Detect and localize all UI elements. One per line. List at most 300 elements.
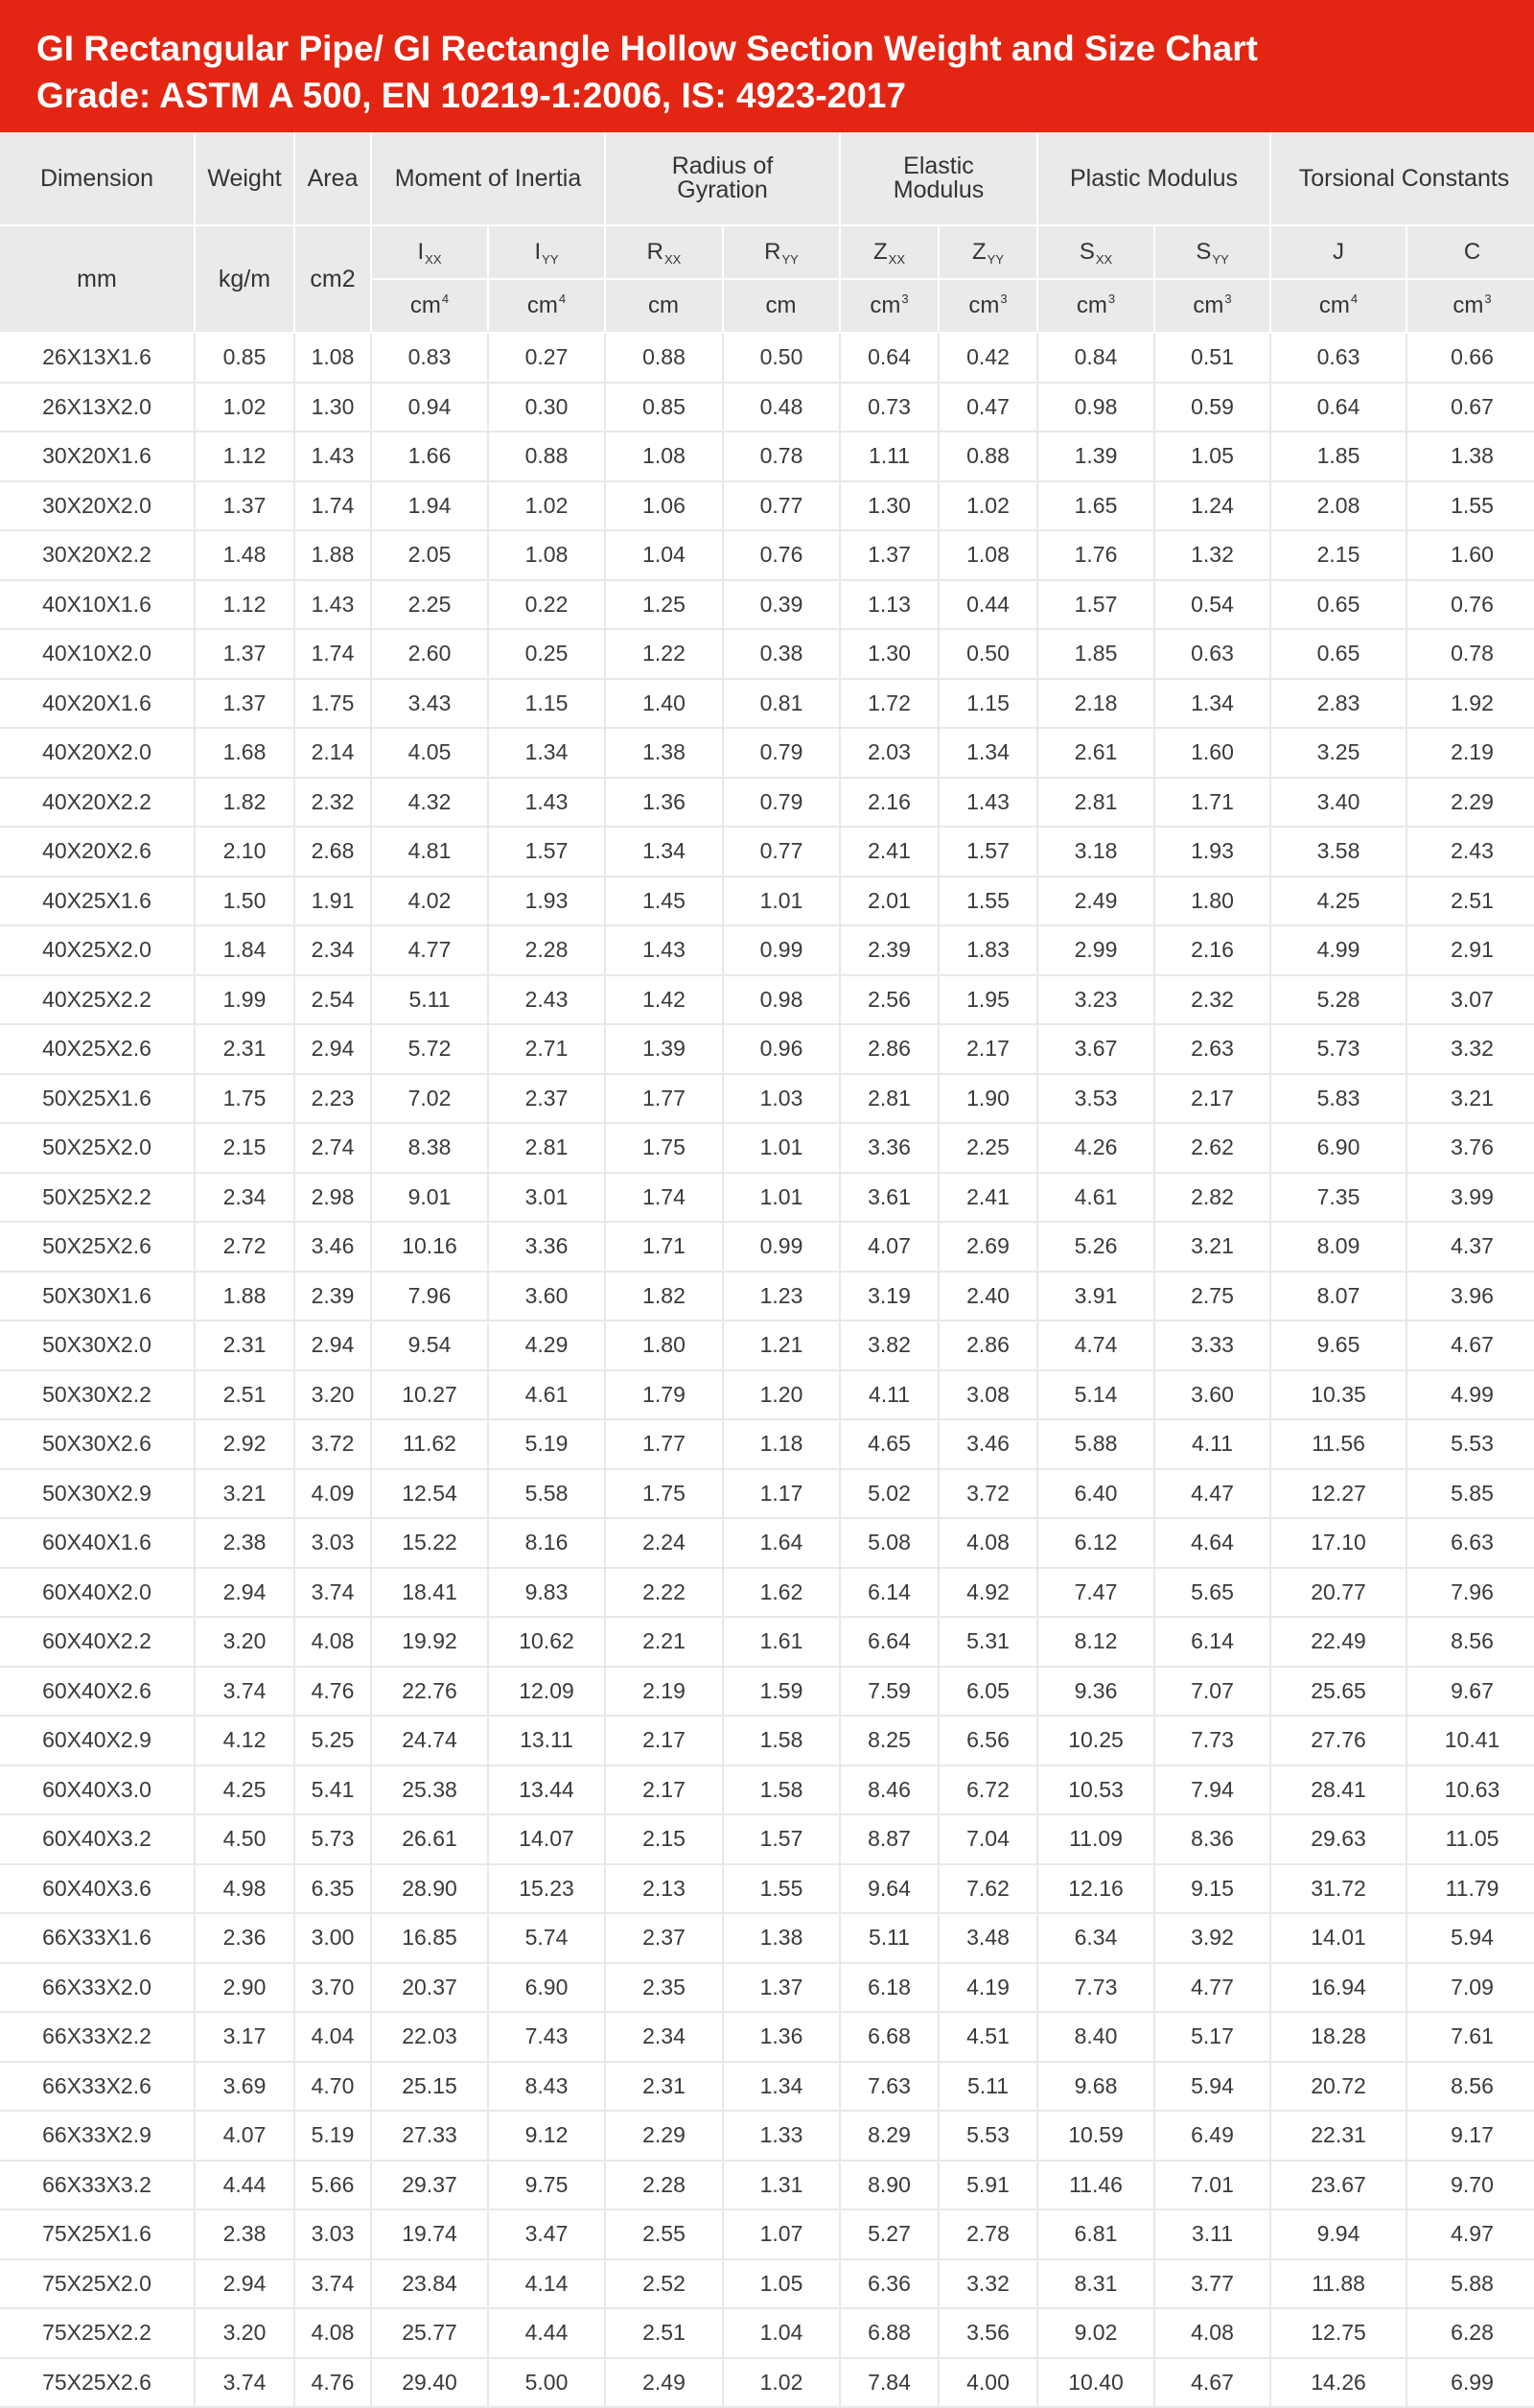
value-cell: 7.96 bbox=[1406, 1568, 1534, 1618]
value-cell: 8.87 bbox=[840, 1814, 939, 1864]
table-row bbox=[0, 2259, 1534, 2309]
value-cell: 1.77 bbox=[605, 1419, 723, 1469]
value-cell: 1.80 bbox=[1154, 877, 1270, 926]
value-cell: 11.09 bbox=[1037, 1814, 1154, 1864]
value-cell: 2.60 bbox=[371, 629, 488, 679]
value-cell: 5.11 bbox=[840, 1913, 939, 1963]
table-row bbox=[0, 432, 1534, 481]
value-cell: 2.34 bbox=[605, 2012, 723, 2062]
dimension-cell: 60X40X3.0 bbox=[0, 1765, 195, 1815]
value-cell: 8.09 bbox=[1270, 1222, 1406, 1272]
value-cell: 1.85 bbox=[1037, 629, 1154, 679]
dimension-cell: 66X33X2.6 bbox=[0, 2062, 195, 2112]
value-cell: 2.56 bbox=[840, 975, 939, 1025]
value-cell: 2.08 bbox=[1270, 481, 1406, 531]
value-cell: 0.50 bbox=[723, 333, 840, 383]
value-cell: 5.58 bbox=[488, 1469, 605, 1519]
table-row bbox=[0, 975, 1534, 1025]
value-cell: 1.71 bbox=[1154, 778, 1270, 828]
value-cell: 1.38 bbox=[605, 728, 723, 778]
value-cell: 7.09 bbox=[1406, 1963, 1534, 2013]
value-cell: 3.74 bbox=[294, 2259, 371, 2309]
value-cell: 1.34 bbox=[1154, 679, 1270, 729]
value-cell: 1.04 bbox=[605, 530, 723, 580]
value-cell: 2.41 bbox=[939, 1173, 1037, 1223]
page-title: GI Rectangular Pipe/ GI Rectangle Hollow Section Weight and Size Chart bbox=[36, 29, 1258, 68]
value-cell: 3.48 bbox=[939, 1913, 1037, 1963]
value-cell: 1.82 bbox=[195, 778, 294, 828]
value-cell: 0.88 bbox=[605, 333, 723, 383]
value-cell: 10.25 bbox=[1037, 1716, 1154, 1765]
value-cell: 2.15 bbox=[1270, 530, 1406, 580]
value-cell: 5.14 bbox=[1037, 1370, 1154, 1420]
col-j: J bbox=[1270, 225, 1406, 279]
table-row bbox=[0, 2209, 1534, 2259]
dimension-cell: 60X40X2.2 bbox=[0, 1617, 195, 1667]
value-cell: 0.47 bbox=[939, 383, 1037, 433]
value-cell: 15.22 bbox=[371, 1518, 488, 1568]
value-cell: 1.55 bbox=[1406, 481, 1534, 531]
unit-cell: $cm^3$ bbox=[1037, 279, 1154, 333]
value-cell: 1.66 bbox=[371, 432, 488, 481]
table-row bbox=[0, 1123, 1534, 1173]
value-cell: 23.67 bbox=[1270, 2161, 1406, 2210]
value-cell: 0.22 bbox=[488, 580, 605, 630]
value-cell: 2.34 bbox=[195, 1173, 294, 1223]
unit-cell: $cm^4$ bbox=[1270, 279, 1406, 333]
unit-cell: $cm^4$ bbox=[371, 279, 488, 333]
value-cell: 5.17 bbox=[1154, 2012, 1270, 2062]
dimension-cell: 50X30X2.2 bbox=[0, 1370, 195, 1420]
unit-kgm: kg/m bbox=[195, 225, 294, 333]
value-cell: 4.04 bbox=[294, 2012, 371, 2062]
value-cell: 2.94 bbox=[294, 1024, 371, 1074]
value-cell: 14.26 bbox=[1270, 2358, 1406, 2408]
value-cell: 9.12 bbox=[488, 2111, 605, 2161]
value-cell: 0.39 bbox=[723, 580, 840, 630]
value-cell: 1.79 bbox=[605, 1370, 723, 1420]
value-cell: 3.47 bbox=[488, 2209, 605, 2259]
value-cell: 4.09 bbox=[294, 1469, 371, 1519]
value-cell: 1.37 bbox=[723, 1963, 840, 2013]
value-cell: 1.31 bbox=[723, 2161, 840, 2210]
value-cell: 3.40 bbox=[1270, 778, 1406, 828]
value-cell: 1.39 bbox=[1037, 432, 1154, 481]
value-cell: 4.25 bbox=[1270, 877, 1406, 926]
value-cell: 26.61 bbox=[371, 1814, 488, 1864]
value-cell: 2.86 bbox=[840, 1024, 939, 1074]
value-cell: 0.38 bbox=[723, 629, 840, 679]
value-cell: 7.43 bbox=[488, 2012, 605, 2062]
col-group-moment-of-inertia: Moment of Inertia bbox=[371, 132, 605, 225]
value-cell: 5.11 bbox=[371, 975, 488, 1025]
value-cell: 6.56 bbox=[939, 1716, 1037, 1765]
value-cell: 0.65 bbox=[1270, 629, 1406, 679]
value-cell: 11.56 bbox=[1270, 1419, 1406, 1469]
dimension-cell: 40X25X2.2 bbox=[0, 975, 195, 1025]
value-cell: 3.46 bbox=[294, 1222, 371, 1272]
value-cell: 1.02 bbox=[723, 2358, 840, 2408]
value-cell: 2.32 bbox=[294, 778, 371, 828]
value-cell: 20.72 bbox=[1270, 2062, 1406, 2112]
value-cell: 0.76 bbox=[723, 530, 840, 580]
value-cell: 1.01 bbox=[723, 1123, 840, 1173]
value-cell: 20.37 bbox=[371, 1963, 488, 2013]
value-cell: 1.94 bbox=[371, 481, 488, 531]
title-banner bbox=[0, 0, 1534, 132]
value-cell: 4.92 bbox=[939, 1568, 1037, 1618]
value-cell: 3.21 bbox=[1406, 1074, 1534, 1124]
value-cell: 1.02 bbox=[488, 481, 605, 531]
value-cell: 0.81 bbox=[723, 679, 840, 729]
value-cell: 22.76 bbox=[371, 1667, 488, 1717]
value-cell: 5.72 bbox=[371, 1024, 488, 1074]
value-cell: 1.83 bbox=[939, 925, 1037, 975]
value-cell: 1.03 bbox=[723, 1074, 840, 1124]
table-row bbox=[0, 1913, 1534, 1963]
dimension-cell: 60X40X2.0 bbox=[0, 1568, 195, 1618]
table-row bbox=[0, 629, 1534, 679]
table-row bbox=[0, 481, 1534, 531]
value-cell: 0.42 bbox=[939, 333, 1037, 383]
table-row bbox=[0, 728, 1534, 778]
unit-cell: cm bbox=[723, 279, 840, 333]
value-cell: 2.35 bbox=[605, 1963, 723, 2013]
value-cell: 6.64 bbox=[840, 1617, 939, 1667]
value-cell: 5.02 bbox=[840, 1469, 939, 1519]
value-cell: 2.94 bbox=[195, 2259, 294, 2309]
value-cell: 0.98 bbox=[723, 975, 840, 1025]
value-cell: 2.17 bbox=[1154, 1074, 1270, 1124]
value-cell: 5.74 bbox=[488, 1913, 605, 1963]
value-cell: 7.35 bbox=[1270, 1173, 1406, 1223]
value-cell: 2.49 bbox=[1037, 877, 1154, 926]
value-cell: 1.64 bbox=[723, 1518, 840, 1568]
value-cell: 2.61 bbox=[1037, 728, 1154, 778]
value-cell: 0.25 bbox=[488, 629, 605, 679]
value-cell: 29.63 bbox=[1270, 1814, 1406, 1864]
unit-cm2: cm2 bbox=[294, 225, 371, 333]
value-cell: 10.16 bbox=[371, 1222, 488, 1272]
value-cell: 2.24 bbox=[605, 1518, 723, 1568]
value-cell: 6.18 bbox=[840, 1963, 939, 2013]
dimension-cell: 26X13X2.0 bbox=[0, 383, 195, 433]
value-cell: 2.28 bbox=[605, 2161, 723, 2210]
value-cell: 3.25 bbox=[1270, 728, 1406, 778]
value-cell: 5.08 bbox=[840, 1518, 939, 1568]
col-group-dimension: Dimension bbox=[0, 132, 195, 225]
value-cell: 1.99 bbox=[195, 975, 294, 1025]
value-cell: 8.40 bbox=[1037, 2012, 1154, 2062]
dimension-cell: 40X20X2.6 bbox=[0, 827, 195, 877]
value-cell: 2.51 bbox=[605, 2308, 723, 2358]
value-cell: 12.09 bbox=[488, 1667, 605, 1717]
value-cell: 3.20 bbox=[195, 1617, 294, 1667]
value-cell: 1.34 bbox=[723, 2062, 840, 2112]
value-cell: 6.72 bbox=[939, 1765, 1037, 1815]
value-cell: 4.67 bbox=[1154, 2358, 1270, 2408]
table-row bbox=[0, 2012, 1534, 2062]
value-cell: 9.36 bbox=[1037, 1667, 1154, 1717]
value-cell: 0.48 bbox=[723, 383, 840, 433]
table-row bbox=[0, 1469, 1534, 1519]
value-cell: 4.99 bbox=[1406, 1370, 1534, 1420]
value-cell: 0.65 bbox=[1270, 580, 1406, 630]
value-cell: 2.55 bbox=[605, 2209, 723, 2259]
value-cell: 1.43 bbox=[294, 580, 371, 630]
value-cell: 4.61 bbox=[488, 1370, 605, 1420]
value-cell: 0.63 bbox=[1154, 629, 1270, 679]
value-cell: 6.34 bbox=[1037, 1913, 1154, 1963]
value-cell: 6.28 bbox=[1406, 2308, 1534, 2358]
value-cell: 22.49 bbox=[1270, 1617, 1406, 1667]
value-cell: 2.19 bbox=[1406, 728, 1534, 778]
value-cell: 1.02 bbox=[939, 481, 1037, 531]
table-row bbox=[0, 333, 1534, 383]
value-cell: 3.99 bbox=[1406, 1173, 1534, 1223]
value-cell: 6.14 bbox=[1154, 1617, 1270, 1667]
value-cell: 7.47 bbox=[1037, 1568, 1154, 1618]
value-cell: 9.17 bbox=[1406, 2111, 1534, 2161]
value-cell: 9.83 bbox=[488, 1568, 605, 1618]
value-cell: 2.29 bbox=[1406, 778, 1534, 828]
value-cell: 24.74 bbox=[371, 1716, 488, 1765]
value-cell: 5.28 bbox=[1270, 975, 1406, 1025]
value-cell: 1.39 bbox=[605, 1024, 723, 1074]
value-cell: 4.11 bbox=[840, 1370, 939, 1420]
value-cell: 2.99 bbox=[1037, 925, 1154, 975]
value-cell: 1.75 bbox=[195, 1074, 294, 1124]
value-cell: 1.75 bbox=[605, 1469, 723, 1519]
value-cell: 25.38 bbox=[371, 1765, 488, 1815]
value-cell: 3.08 bbox=[939, 1370, 1037, 1420]
value-cell: 3.82 bbox=[840, 1321, 939, 1370]
value-cell: 7.73 bbox=[1037, 1963, 1154, 2013]
value-cell: 0.44 bbox=[939, 580, 1037, 630]
value-cell: 2.94 bbox=[195, 1568, 294, 1618]
value-cell: 1.75 bbox=[605, 1123, 723, 1173]
value-cell: 2.31 bbox=[195, 1321, 294, 1370]
value-cell: 0.78 bbox=[723, 432, 840, 481]
value-cell: 2.22 bbox=[605, 1568, 723, 1618]
value-cell: 1.68 bbox=[195, 728, 294, 778]
value-cell: 1.02 bbox=[195, 383, 294, 433]
value-cell: 0.66 bbox=[1406, 333, 1534, 383]
value-cell: 4.81 bbox=[371, 827, 488, 877]
value-cell: 5.94 bbox=[1154, 2062, 1270, 2112]
table-row bbox=[0, 1617, 1534, 1667]
value-cell: 2.36 bbox=[195, 1913, 294, 1963]
dimension-cell: 60X40X1.6 bbox=[0, 1518, 195, 1568]
col-ryy: $R_{YY}$ bbox=[723, 225, 840, 279]
value-cell: 4.67 bbox=[1406, 1321, 1534, 1370]
value-cell: 1.23 bbox=[723, 1272, 840, 1321]
col-rxx: $R_{XX}$ bbox=[605, 225, 723, 279]
col-sxx: $S_{XX}$ bbox=[1037, 225, 1154, 279]
value-cell: 1.06 bbox=[605, 481, 723, 531]
table-row bbox=[0, 2111, 1534, 2161]
value-cell: 0.64 bbox=[840, 333, 939, 383]
value-cell: 0.63 bbox=[1270, 333, 1406, 383]
value-cell: 1.11 bbox=[840, 432, 939, 481]
col-zyy: $Z_{YY}$ bbox=[939, 225, 1037, 279]
value-cell: 10.41 bbox=[1406, 1716, 1534, 1765]
value-cell: 4.77 bbox=[1154, 1963, 1270, 2013]
dimension-cell: 50X30X2.0 bbox=[0, 1321, 195, 1370]
value-cell: 2.19 bbox=[605, 1667, 723, 1717]
value-cell: 1.05 bbox=[723, 2259, 840, 2309]
dimension-cell: 66X33X2.9 bbox=[0, 2111, 195, 2161]
value-cell: 5.83 bbox=[1270, 1074, 1406, 1124]
value-cell: 4.08 bbox=[294, 2308, 371, 2358]
dimension-cell: 66X33X1.6 bbox=[0, 1913, 195, 1963]
value-cell: 8.46 bbox=[840, 1765, 939, 1815]
value-cell: 25.77 bbox=[371, 2308, 488, 2358]
value-cell: 9.70 bbox=[1406, 2161, 1534, 2210]
value-cell: 5.53 bbox=[939, 2111, 1037, 2161]
value-cell: 15.23 bbox=[488, 1864, 605, 1914]
value-cell: 1.93 bbox=[488, 877, 605, 926]
dimension-cell: 50X30X2.9 bbox=[0, 1469, 195, 1519]
value-cell: 6.90 bbox=[1270, 1123, 1406, 1173]
value-cell: 1.34 bbox=[605, 827, 723, 877]
value-cell: 2.39 bbox=[294, 1272, 371, 1321]
value-cell: 3.33 bbox=[1154, 1321, 1270, 1370]
table-row bbox=[0, 2308, 1534, 2358]
value-cell: 3.61 bbox=[840, 1173, 939, 1223]
value-cell: 7.61 bbox=[1406, 2012, 1534, 2062]
value-cell: 2.16 bbox=[840, 778, 939, 828]
value-cell: 4.76 bbox=[294, 1667, 371, 1717]
value-cell: 10.27 bbox=[371, 1370, 488, 1420]
col-c: C bbox=[1406, 225, 1534, 279]
value-cell: 28.90 bbox=[371, 1864, 488, 1914]
value-cell: 0.99 bbox=[723, 1222, 840, 1272]
value-cell: 6.14 bbox=[840, 1568, 939, 1618]
dimension-cell: 75X25X2.2 bbox=[0, 2308, 195, 2358]
dimension-cell: 50X30X1.6 bbox=[0, 1272, 195, 1321]
value-cell: 28.41 bbox=[1270, 1765, 1406, 1815]
value-cell: 2.17 bbox=[605, 1765, 723, 1815]
value-cell: 11.05 bbox=[1406, 1814, 1534, 1864]
unit-mm: mm bbox=[0, 225, 195, 333]
value-cell: 1.59 bbox=[723, 1667, 840, 1717]
value-cell: 1.80 bbox=[605, 1321, 723, 1370]
value-cell: 6.68 bbox=[840, 2012, 939, 2062]
value-cell: 16.94 bbox=[1270, 1963, 1406, 2013]
value-cell: 1.72 bbox=[840, 679, 939, 729]
value-cell: 2.43 bbox=[488, 975, 605, 1025]
value-cell: 0.88 bbox=[939, 432, 1037, 481]
value-cell: 3.32 bbox=[939, 2259, 1037, 2309]
value-cell: 2.37 bbox=[488, 1074, 605, 1124]
value-cell: 4.70 bbox=[294, 2062, 371, 2112]
value-cell: 4.05 bbox=[371, 728, 488, 778]
value-cell: 5.53 bbox=[1406, 1419, 1534, 1469]
value-cell: 1.08 bbox=[294, 333, 371, 383]
value-cell: 2.82 bbox=[1154, 1173, 1270, 1223]
value-cell: 25.15 bbox=[371, 2062, 488, 2112]
value-cell: 4.76 bbox=[294, 2358, 371, 2408]
value-cell: 0.54 bbox=[1154, 580, 1270, 630]
table-row bbox=[0, 827, 1534, 877]
value-cell: 2.31 bbox=[605, 2062, 723, 2112]
value-cell: 1.43 bbox=[294, 432, 371, 481]
value-cell: 9.15 bbox=[1154, 1864, 1270, 1914]
value-cell: 6.99 bbox=[1406, 2358, 1534, 2408]
value-cell: 7.84 bbox=[840, 2358, 939, 2408]
value-cell: 8.38 bbox=[371, 1123, 488, 1173]
col-group-torsional-constants: Torsional Constants bbox=[1270, 132, 1534, 225]
table-row bbox=[0, 2062, 1534, 2112]
value-cell: 1.57 bbox=[723, 1814, 840, 1864]
value-cell: 10.62 bbox=[488, 1617, 605, 1667]
value-cell: 5.65 bbox=[1154, 1568, 1270, 1618]
value-cell: 4.07 bbox=[840, 1222, 939, 1272]
value-cell: 2.29 bbox=[605, 2111, 723, 2161]
value-cell: 11.79 bbox=[1406, 1864, 1534, 1914]
value-cell: 1.34 bbox=[488, 728, 605, 778]
dimension-cell: 40X20X2.0 bbox=[0, 728, 195, 778]
value-cell: 5.91 bbox=[939, 2161, 1037, 2210]
col-group-weight: Weight bbox=[195, 132, 294, 225]
table-row bbox=[0, 925, 1534, 975]
value-cell: 29.40 bbox=[371, 2358, 488, 2408]
value-cell: 5.00 bbox=[488, 2358, 605, 2408]
value-cell: 1.42 bbox=[605, 975, 723, 1025]
value-cell: 4.19 bbox=[939, 1963, 1037, 2013]
value-cell: 6.63 bbox=[1406, 1518, 1534, 1568]
value-cell: 9.94 bbox=[1270, 2209, 1406, 2259]
value-cell: 1.30 bbox=[840, 481, 939, 531]
value-cell: 12.75 bbox=[1270, 2308, 1406, 2358]
value-cell: 2.94 bbox=[294, 1321, 371, 1370]
value-cell: 12.16 bbox=[1037, 1864, 1154, 1914]
dimension-cell: 40X25X2.6 bbox=[0, 1024, 195, 1074]
value-cell: 1.65 bbox=[1037, 481, 1154, 531]
value-cell: 5.26 bbox=[1037, 1222, 1154, 1272]
value-cell: 2.74 bbox=[294, 1123, 371, 1173]
value-cell: 18.41 bbox=[371, 1568, 488, 1618]
value-cell: 2.15 bbox=[195, 1123, 294, 1173]
value-cell: 2.91 bbox=[1406, 925, 1534, 975]
unit-cell: $cm^3$ bbox=[1406, 279, 1534, 333]
value-cell: 2.28 bbox=[488, 925, 605, 975]
value-cell: 2.25 bbox=[371, 580, 488, 630]
value-cell: 8.07 bbox=[1270, 1272, 1406, 1321]
value-cell: 1.84 bbox=[195, 925, 294, 975]
value-cell: 4.51 bbox=[939, 2012, 1037, 2062]
table-row bbox=[0, 1074, 1534, 1124]
value-cell: 2.43 bbox=[1406, 827, 1534, 877]
value-cell: 1.17 bbox=[723, 1469, 840, 1519]
value-cell: 4.08 bbox=[939, 1518, 1037, 1568]
value-cell: 5.73 bbox=[294, 1814, 371, 1864]
value-cell: 1.12 bbox=[195, 432, 294, 481]
value-cell: 7.02 bbox=[371, 1074, 488, 1124]
value-cell: 7.63 bbox=[840, 2062, 939, 2112]
col-zxx: $Z_{XX}$ bbox=[840, 225, 939, 279]
value-cell: 1.05 bbox=[1154, 432, 1270, 481]
value-cell: 5.88 bbox=[1037, 1419, 1154, 1469]
value-cell: 10.63 bbox=[1406, 1765, 1534, 1815]
value-cell: 2.86 bbox=[939, 1321, 1037, 1370]
value-cell: 2.81 bbox=[840, 1074, 939, 1124]
value-cell: 1.37 bbox=[840, 530, 939, 580]
value-cell: 5.25 bbox=[294, 1716, 371, 1765]
value-cell: 8.90 bbox=[840, 2161, 939, 2210]
table-row bbox=[0, 1864, 1534, 1914]
